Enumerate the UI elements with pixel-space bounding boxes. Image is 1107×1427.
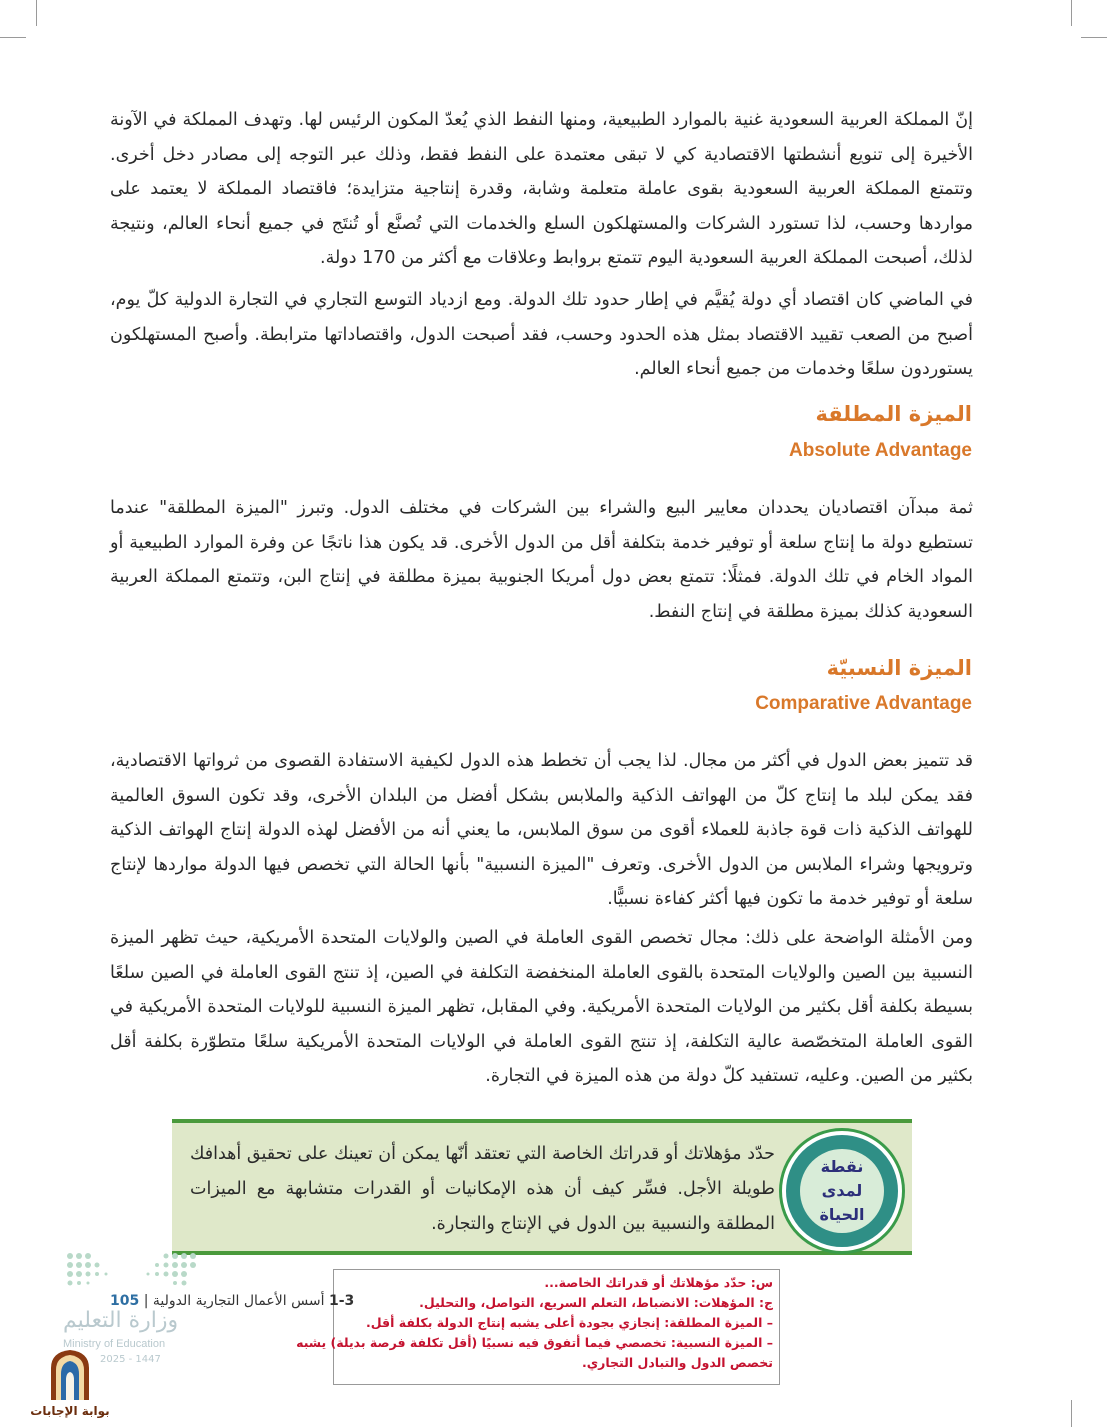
lifelong-point-badge: [782, 1131, 902, 1251]
ministry-name-en: Ministry of Education: [63, 1338, 166, 1350]
paragraph-past-economy: في الماضي كان اقتصاد أي دولة يُقيَّم في إطار حدود تلك الدولة. ومع ازدياد التوسع التجاري في التجارة الدولية كلّ يوم، أصبح من الصعب تقييد الاقتصاد بمثل هذه الحدود وحسب، فقد أصبحت الدول، واقتصاداتها مترابطة. وأصبح المستهلكون يستوردون سلعًا وخدمات من جميع أنحاء العالم.: [110, 290, 973, 379]
paragraph-china-usa-example: ومن الأمثلة الواضحة على ذلك: مجال تخصص القوى العاملة في الصين والولايات المتحدة الأمريكية، حيث تظهر الميزة النسبية بين الصين والولايات المتحدة بالقوى العاملة المنخفضة التكلفة في الصين، إذ تنتج القوى العاملة في الصين سلعًا بسيطة بكلفة أقل بكثير من الولايات المتحدة الأمريكية. وفي المقابل، تظهر الميزة النسبية للولايات المتحدة الأمريكية في القوى العاملة المتخصّصة عالية التكلفة، إذ تنتج القوى العاملة في الولايات المتحدة الأمريكية سلعًا متطوّرة بكلفة أقل بكثير من الصين. وعليه، تستفيد كلّ دولة من هذه الميزة في التجارة.: [110, 928, 973, 1086]
watermark-label: بوابة الإجابات: [30, 1404, 110, 1418]
badge-inner: [800, 1149, 884, 1233]
crop-mark: [1071, 1400, 1072, 1427]
heading-comparative-advantage-ar: الميزة النسبيّة: [826, 656, 972, 680]
ministry-logo-icon: [66, 1252, 198, 1286]
paragraph-absolute-advantage: ثمة مبدآن اقتصاديان يحددان معايير البيع والشراء بين الشركات في مختلف الدول. وتبرز "الميزة المطلقة" عندما تستطيع دولة ما إنتاج سلعة أو توفير خدمة بتكلفة أقل من الدول الأخرى. قد يكون هذا ناتجًا عن وفرة الموارد الطبيعية أو المواد الخام في تلك الدولة. فمثلًا: تتمتع بعض دول أمريكا الجنوبية بميزة مطلقة في إنتاج البن، وتتمتع المملكة العربية السعودية كذلك بميزة مطلقة في إنتاج النفط.: [110, 498, 973, 622]
heading-absolute-advantage-en: Absolute Advantage: [789, 440, 972, 461]
answers-portal-watermark: [30, 1348, 110, 1418]
answer-trade: تخصص الدول والتبادل التجاري.: [581, 1355, 773, 1370]
chapter-title: أسس الأعمال التجارية الدولية: [152, 1293, 325, 1309]
answer-box: [296, 1269, 780, 1385]
page-footer: [110, 1293, 354, 1309]
heading-comparative-advantage-en: Comparative Advantage: [755, 693, 972, 714]
callout-text: حدّد مؤهلاتك أو قدراتك الخاصة التي تعتقد أنّها يمكن أن تعينك على تحقيق أهدافك طويلة الأجل. فسِّر كيف أن هذه الإمكانيات أو القدرات متشابهة مع الميزات المطلقة والنسبية بين الدول في الإنتاج والتجارة.: [190, 1144, 775, 1234]
crop-mark: [1081, 37, 1107, 38]
lifelong-point-callout: [172, 1119, 912, 1255]
answer-comparative: – الميزة النسبية: تخصصي فيما أتفوق فيه نسبيًا (أقل تكلفة فرصة بديلة) يشبه: [296, 1335, 773, 1350]
badge-label: نقطة لمدى الحياة: [819, 1157, 865, 1224]
answer-absolute: – الميزة المطلقة: إنجازي بجودة أعلى يشبه إنتاج الدولة بكلفة أقل.: [366, 1315, 773, 1330]
ministry-year: 2025 - 1447: [100, 1354, 161, 1365]
crop-mark: [36, 0, 37, 26]
ministry-name-ar: وزارة التعليم: [63, 1308, 179, 1333]
chapter-code: 1-3: [329, 1293, 355, 1309]
page-number: 105: [110, 1293, 140, 1309]
crop-mark: [0, 37, 26, 38]
footer-separator: |: [143, 1293, 149, 1309]
heading-absolute-advantage-ar: الميزة المطلقة: [815, 402, 972, 426]
answer-question: س: حدّد مؤهلاتك أو قدراتك الخاصة...: [544, 1275, 773, 1290]
paragraph-comparative-advantage: قد تتميز بعض الدول في أكثر من مجال. لذا يجب أن تخطط هذه الدول لكيفية الاستفادة القصوى من ثرواتها الاقتصادية، فقد يمكن لبلد ما إنتاج كلّ من الهواتف الذكية والملابس بشكل أفضل من البلدان الأخرى، وقد تكون السوق العالمية للهواتف الذكية ذات قوة جاذبة للعملاء أقوى من سوق الملابس، ما يعني أنه من الأفضل لهذه الدولة إنتاج الهواتف الذكية وترويجها وشراء الملابس من الدول الأخرى. وتعرف "الميزة النسبية" بأنها الحالة التي تخصص فيها الدولة مواردها لإنتاج سلعة أو توفير خدمة ما تكون فيها أكثر كفاءة نسبيًّا.: [110, 751, 973, 909]
answer-qualifications: ج: المؤهلات: الانضباط، التعلم السريع، التواصل، والتحليل.: [419, 1295, 773, 1310]
mosque-gate-icon: [47, 1348, 93, 1402]
crop-mark: [1071, 0, 1072, 26]
paragraph-intro: إنّ المملكة العربية السعودية غنية بالموارد الطبيعية، ومنها النفط الذي يُعدّ المكون الرئيس لها. وتهدف المملكة في الآونة الأخيرة إلى تنويع أنشطتها الاقتصادية كي لا تبقى معتمدة على النفط فقط، وذلك عبر التوجه إلى مصادر دخل أخرى. وتتمتع المملكة العربية السعودية بقوى عاملة متعلمة وشابة، وقدرة إنتاجية متزايدة؛ فاقتصاد المملكة لا يعتمد على مواردها وحسب، لذا تستورد الشركات والمستهلكون السلع والخدمات التي تُصنَّع أو تُنتَج في جميع أنحاء العالم، ونتيجة لذلك، أصبحت المملكة العربية السعودية اليوم تتمتع بروابط وعلاقات مع أكثر من 170 دولة.: [110, 110, 973, 268]
